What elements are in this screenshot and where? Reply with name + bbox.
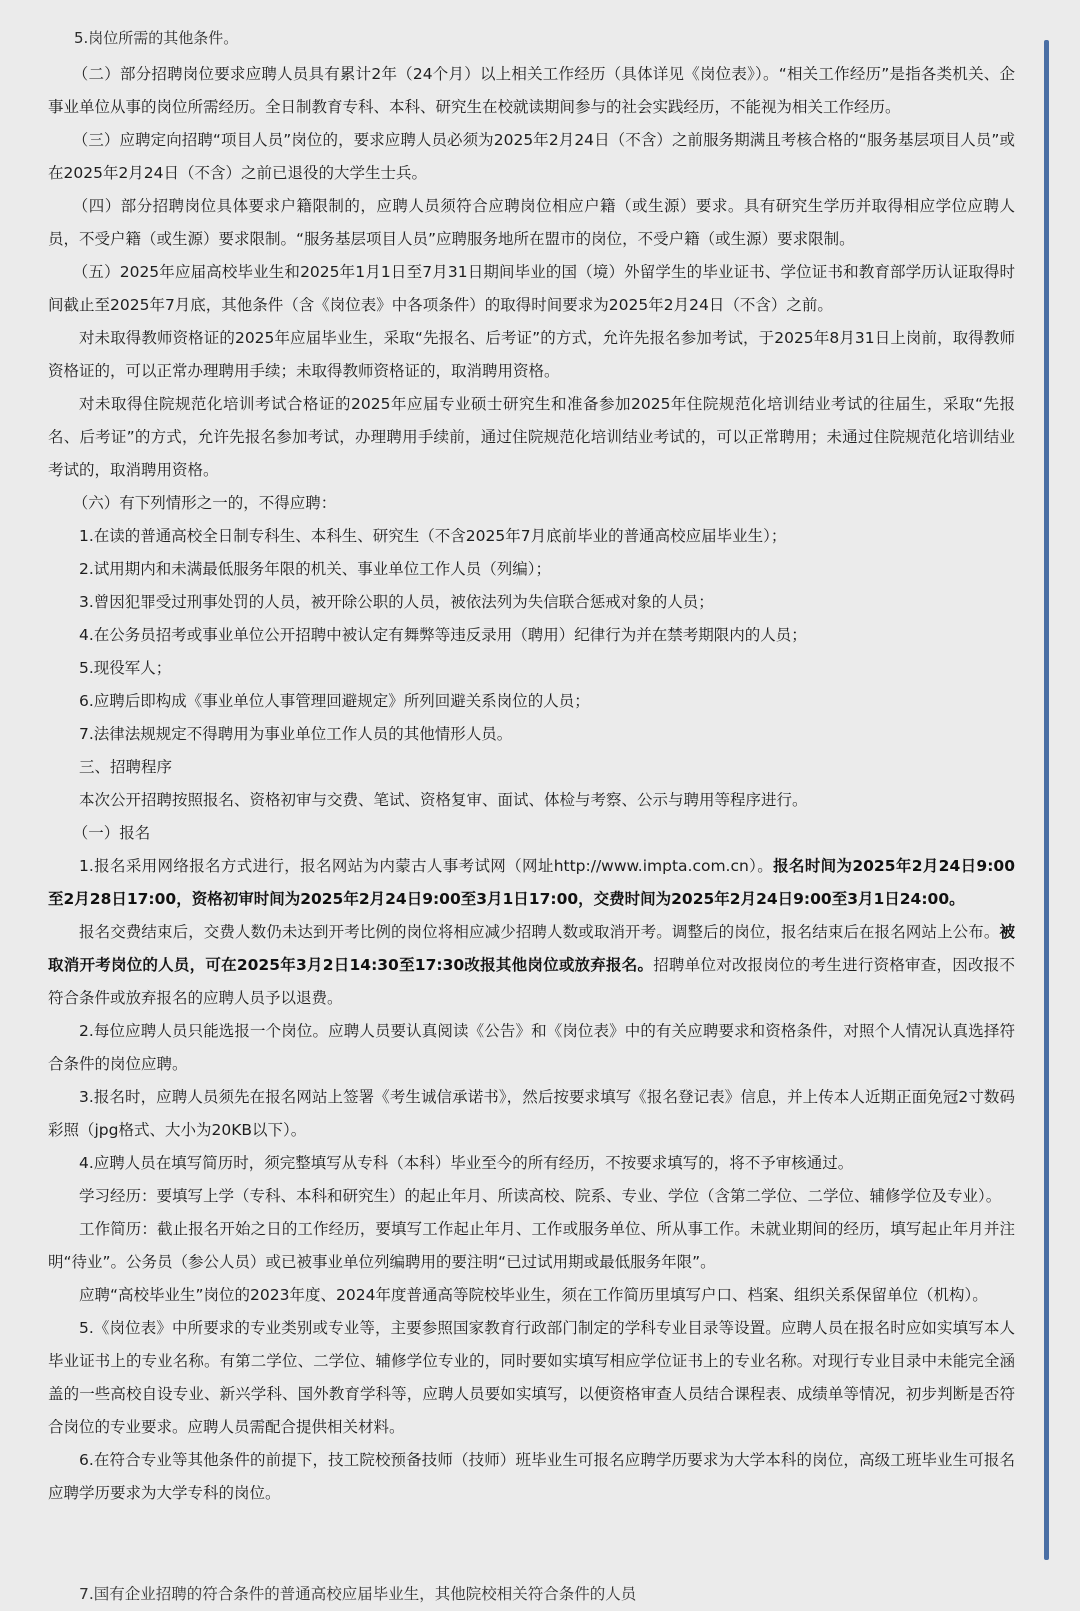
list-item-3: 3.曾因犯罪受过刑事处罚的人员，被开除公职的人员，被依法列为失信联合惩戒对象的人员； <box>79 593 714 611</box>
paragraph-study: 学习经历：要填写上学（专科、本科和研究生）的起止年月、所读高校、院系、专业、学位（含第二学位、二学位、辅修学位及专业）。 <box>79 1187 1002 1205</box>
paragraph-6-heading: （六）有下列情形之一的，不得应聘： <box>72 494 337 512</box>
registration-times: 报名时间为2025年2月24日9:00至2月28日17:00，资格初审时间为2025年2月24日9:00至3月1日17:00，交费时间为2025年2月24日9:00至3月1日24:00。 <box>48 857 1015 908</box>
paragraph-resume: 4.应聘人员在填写简历时，须完整填写从专科（本科）毕业至今的所有经历，不按要求填写的，将不予审核通过。 <box>79 1154 854 1172</box>
paragraph-procedure: 本次公开招聘按照报名、资格初审与交费、笔试、资格复审、面试、体检与考察、公示与聘用等程序进行。 <box>79 791 808 809</box>
cancel-bold: 被取消开考岗位的人员，可在2025年3月2日14:30至17:30改报其他岗位或放弃报名。 <box>48 923 1015 974</box>
paragraph-graduates: 应聘“高校毕业生”岗位的2023年度、2024年度普通高等院校毕业生，须在工作简历里填写户口、档案、组织关系保留单位（机构）。 <box>79 1286 988 1304</box>
list-item-2: 2.试用期内和未满最低服务年限的机关、事业单位工作人员（列编）； <box>79 560 552 578</box>
paragraph-2: （二）部分招聘岗位要求应聘人员具有累计2年（24个月）以上相关工作经历（具体详见《岗位表》）。“相关工作经历”是指各类机关、企事业单位从事的岗位所需经历。全日制教育专科、本科、研究生在校就读期间参与的社会实践经历，不能视为相关工作经历。 <box>48 65 1015 116</box>
paragraph-photo: 3.报名时，应聘人员须先在报名网站上签署《考生诚信承诺书》，然后按要求填写《报名登记表》信息，并上传本人近期正面免冠2寸数码彩照（jpg格式、大小为20KB以下）。 <box>48 1088 1015 1139</box>
list-item-1: 1.在读的普通高校全日制专科生、本科生、研究生（不含2025年7月底前毕业的普通高校应届毕业生）； <box>79 527 787 545</box>
paragraph-residency-cert: 对未取得住院规范化培训考试合格证的2025年应届专业硕士研究生和准备参加2025年住院规范化培训结业考试的往届生，采取“先报名、后考证”的方式，允许先报名参加考试，办理聘用手续前，通过住院规范化培训结业考试的，可以正常聘用；未通过住院规范化培训结业考试的，取消聘用资格。 <box>48 395 1015 479</box>
cancel-lead: 报名交费结束后，交费人数仍未达到开考比例的岗位将相应减少招聘人数或取消开考。调整后的岗位，报名结束后在报名网站上公布。 <box>79 923 1000 941</box>
cut-off-line-top: 5.岗位所需的其他条件。 <box>74 29 239 47</box>
subheading-registration: （一）报名 <box>72 824 151 842</box>
cut-off-line-bottom: 7.国有企业招聘的符合条件的普通高校应届毕业生，其他院校相关符合条件的人员 <box>79 1585 637 1603</box>
paragraph-work: 工作简历：截止报名开始之日的工作经历，要填写工作起止年月、工作或服务单位、所从事工作。未就业期间的经历，填写起止年月并注明“待业”。公务员（参公人员）或已被事业单位列编聘用的要注明“已过试用期或最低服务年限”。 <box>48 1220 1015 1271</box>
paragraph-5: （五）2025年应届高校毕业生和2025年1月1日至7月31日期间毕业的国（境）外留学生的毕业证书、学位证书和教育部学历认证取得时间截止至2025年7月底，其他条件（含《岗位表》中各项条件）的取得时间要求为2025年2月24日（不含）之前。 <box>48 263 1015 314</box>
paragraph-4: （四）部分招聘岗位具体要求户籍限制的，应聘人员须符合应聘岗位相应户籍（或生源）要求。具有研究生学历并取得相应学位应聘人员，不受户籍（或生源）要求限制。“服务基层项目人员”应聘服务地所在盟市的岗位，不受户籍（或生源）要求限制。 <box>48 197 1015 248</box>
list-item-5: 5.现役军人； <box>79 659 172 677</box>
list-item-4: 4.在公务员招考或事业单位公开招聘中被认定有舞弊等违反录用（聘用）纪律行为并在禁考期限内的人员； <box>79 626 807 644</box>
scrollbar[interactable] <box>1044 40 1049 1560</box>
list-item-7: 7.法律法规规定不得聘用为事业单位工作人员的其他情形人员。 <box>79 725 513 743</box>
registration-lead: 1.报名采用网络报名方式进行，报名网站为内蒙古人事考试网（网址http://www.impta.com.cn）。 <box>79 857 774 875</box>
list-item-6: 6.应聘后即构成《事业单位人事管理回避规定》所列回避关系岗位的人员； <box>79 692 590 710</box>
document-body <box>48 58 1015 1510</box>
paragraph-technician: 6.在符合专业等其他条件的前提下，技工院校预备技师（技师）班毕业生可报名应聘学历要求为大学本科的岗位，高级工班毕业生可报名应聘学历要求为大学专科的岗位。 <box>48 1451 1015 1502</box>
paragraph-teacher-cert: 对未取得教师资格证的2025年应届毕业生，采取“先报名、后考证”的方式，允许先报名参加考试，于2025年8月31日上岗前，取得教师资格证的，可以正常办理聘用手续；未取得教师资格证的，取消聘用资格。 <box>48 329 1015 380</box>
paragraph-registration <box>48 850 1015 916</box>
cancel-tail: 招聘单位对改报岗位的考生进行资格审查，因改报不符合条件或放弃报名的应聘人员予以退费。 <box>48 956 1015 1007</box>
paragraph-3: （三）应聘定向招聘“项目人员”岗位的，要求应聘人员必须为2025年2月24日（不含）之前服务期满且考核合格的“服务基层项目人员”或在2025年2月24日（不含）之前已退役的大学生士兵。 <box>48 131 1015 182</box>
paragraph-cancel-notice <box>48 916 1015 1015</box>
section-heading-procedure: 三、招聘程序 <box>79 758 173 776</box>
paragraph-major: 5.《岗位表》中所要求的专业类别或专业等，主要参照国家教育行政部门制定的学科专业目录等设置。应聘人员在报名时应如实填写本人毕业证书上的专业名称。有第二学位、二学位、辅修学位专业的，同时要如实填写相应学位证书上的专业名称。对现行专业目录中未能完全涵盖的一些高校自设专业、新兴学科、国外教育学科等，应聘人员要如实填写，以便资格审查人员结合课程表、成绩单等情况，初步判断是否符合岗位的专业要求。应聘人员需配合提供相关材料。 <box>48 1319 1015 1436</box>
paragraph-one-post: 2.每位应聘人员只能选报一个岗位。应聘人员要认真阅读《公告》和《岗位表》中的有关应聘要求和资格条件，对照个人情况认真选择符合条件的岗位应聘。 <box>48 1022 1015 1073</box>
